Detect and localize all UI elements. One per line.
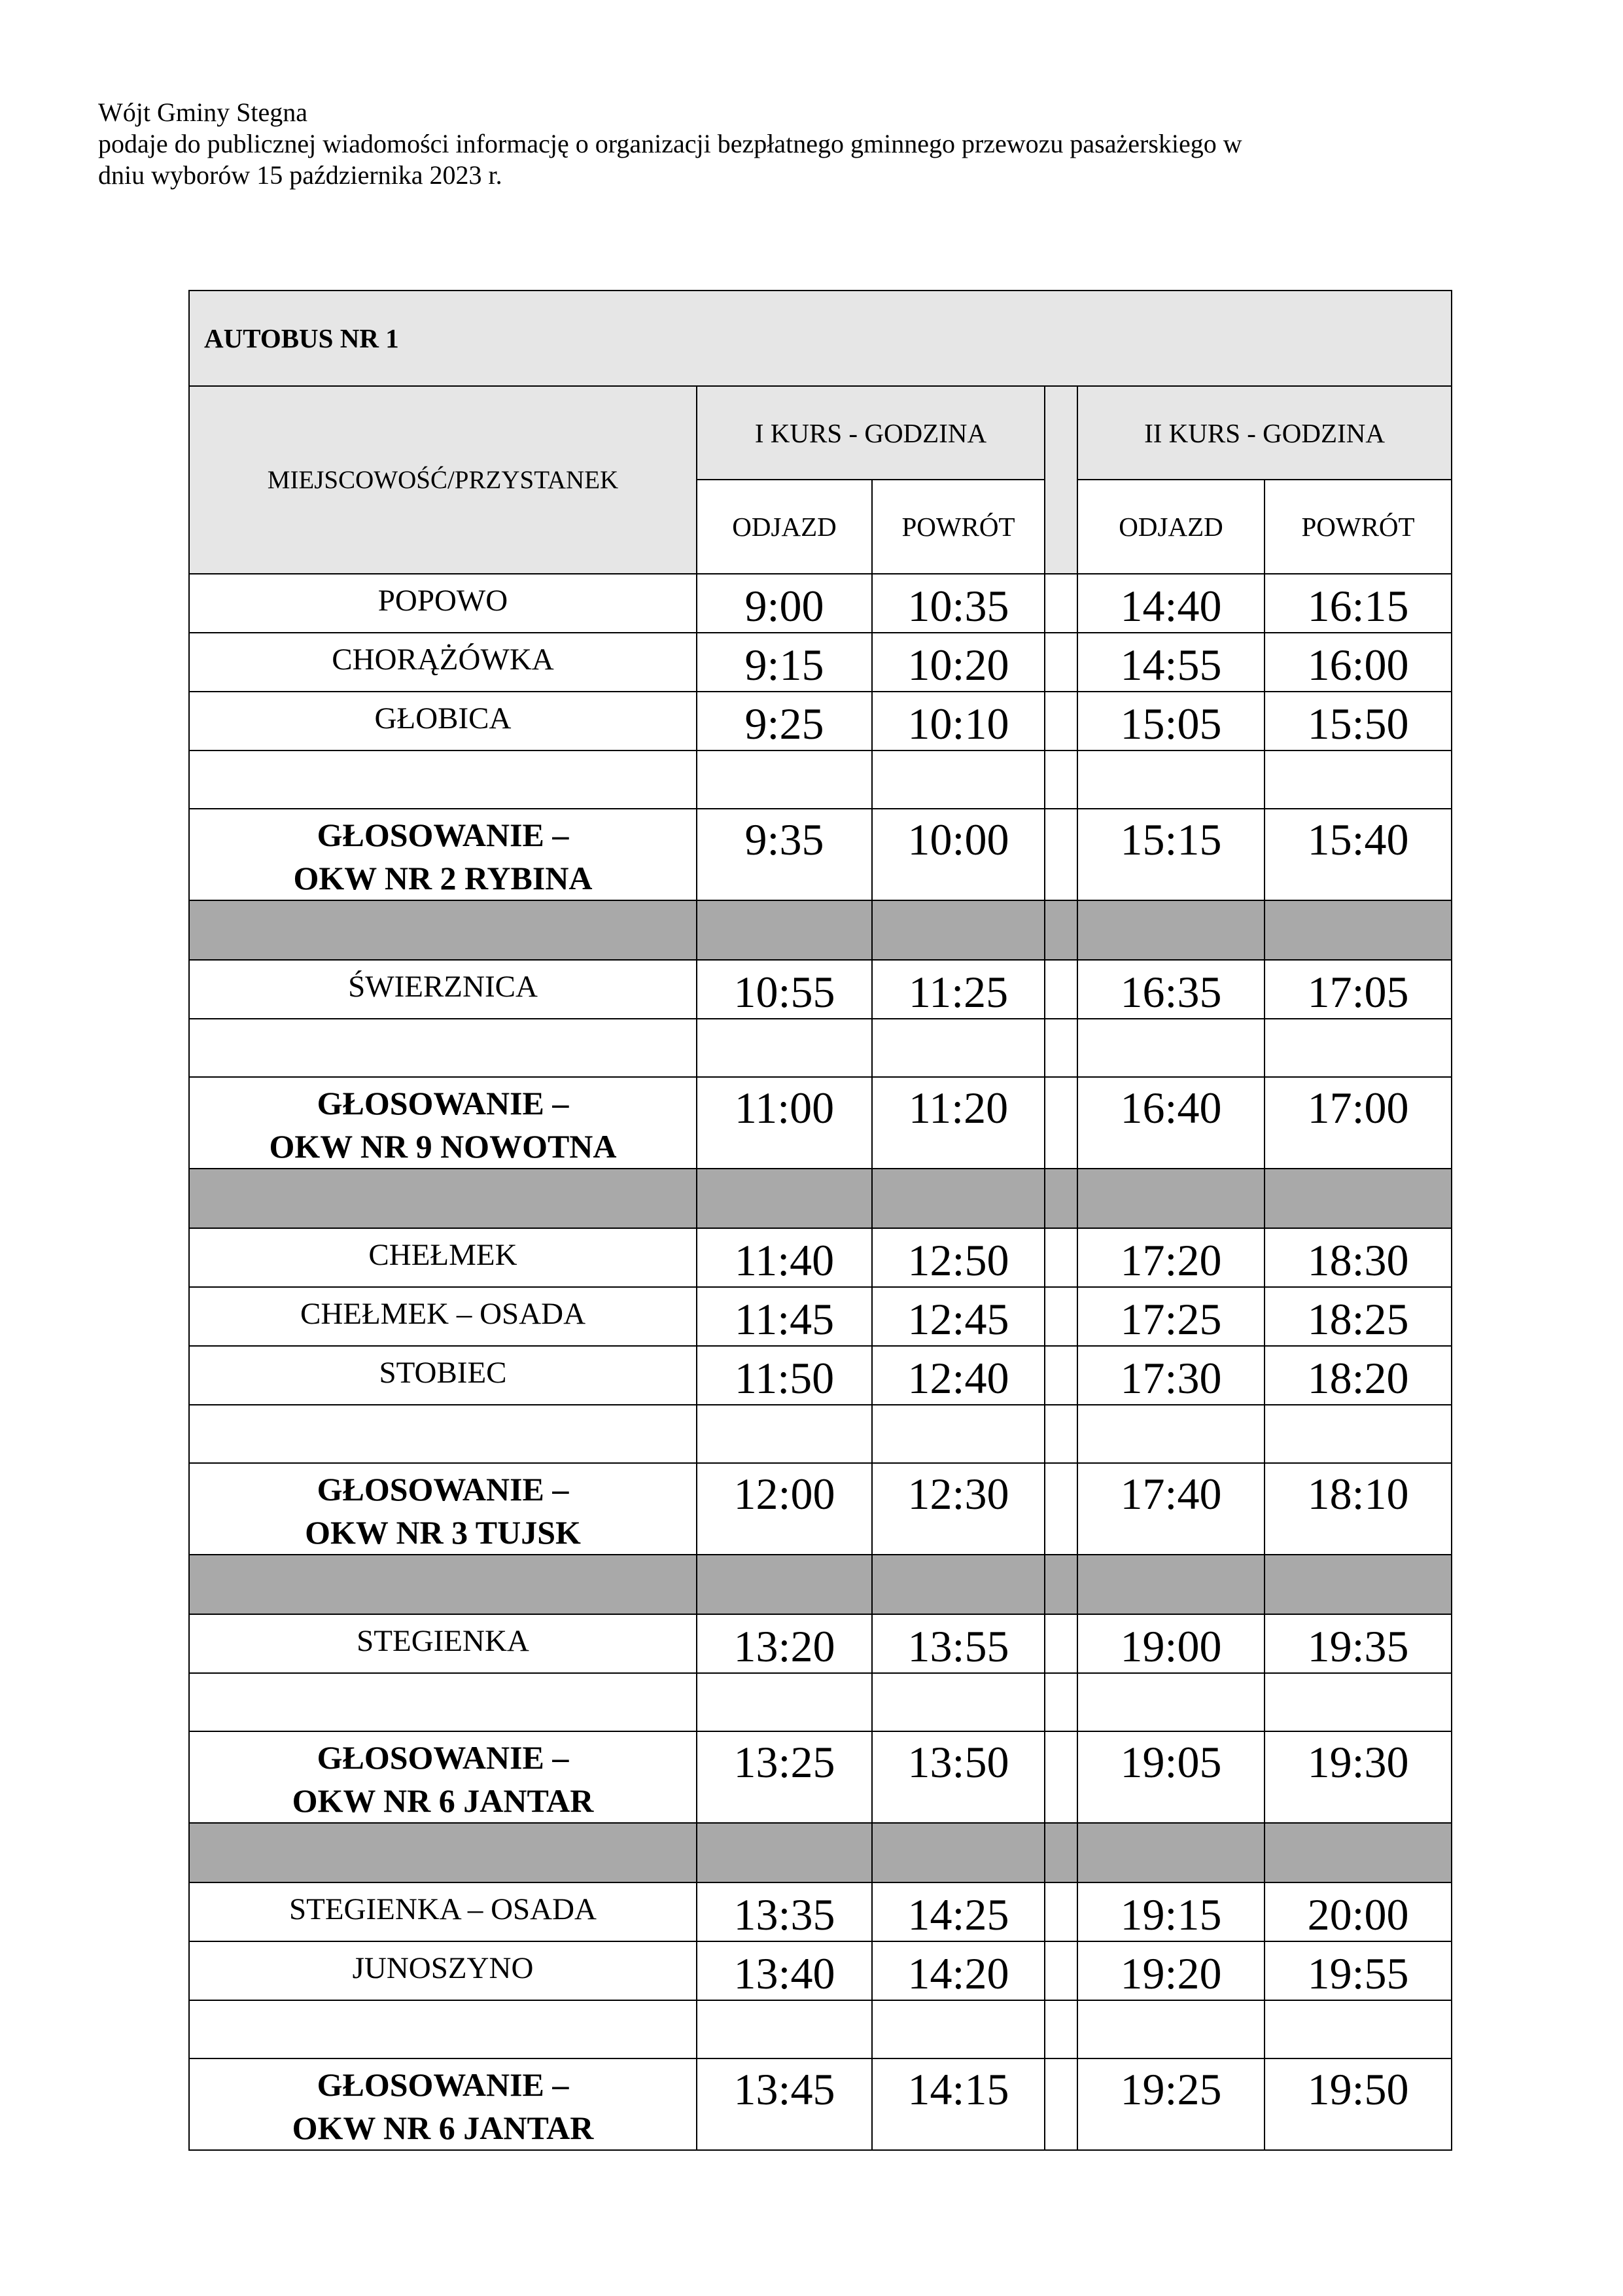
place-header: MIEJSCOWOŚĆ/PRZYSTANEK xyxy=(189,386,697,574)
course-1-header: I KURS - GODZINA xyxy=(697,386,1045,480)
stop-name xyxy=(189,1463,697,1555)
empty-cell xyxy=(189,2000,697,2058)
header-row-courses xyxy=(189,386,1452,480)
table-title-row xyxy=(189,291,1452,386)
empty-cell xyxy=(1045,751,1077,809)
course-2-header: II KURS - GODZINA xyxy=(1077,386,1452,480)
course-2-return-time: 19:55 xyxy=(1265,1941,1452,2000)
empty-cell xyxy=(189,1555,697,1614)
spacer-cell xyxy=(1045,692,1077,751)
stop-name xyxy=(189,1731,697,1823)
stop-name: CHEŁMEK – OSADA xyxy=(189,1287,697,1346)
spacer-cell xyxy=(1045,1463,1077,1555)
empty-cell xyxy=(1265,2000,1452,2058)
course-1-departure-time: 9:00 xyxy=(697,574,872,633)
stop-name xyxy=(189,2058,697,2150)
course-1-departure-time: 9:35 xyxy=(697,809,872,900)
voting-label: GŁOSOWANIE – xyxy=(317,2066,569,2103)
course-2-departure-time: 14:55 xyxy=(1077,633,1265,692)
announcement-line-2: podaje do publicznej wiadomości informację o organizacji bezpłatnego gminnego przewozu pasażerskiego w xyxy=(98,129,1242,158)
polling-station-label: OKW NR 9 NOWOTNA xyxy=(269,1128,617,1165)
bus-schedule-table xyxy=(188,290,1452,2151)
empty-cell xyxy=(1045,1019,1077,1077)
course-1-return-time: 14:25 xyxy=(872,1882,1045,1941)
voting-stop-row xyxy=(189,1463,1452,1555)
course-1-return-time: 14:20 xyxy=(872,1941,1045,2000)
empty-cell xyxy=(697,751,872,809)
separator-row xyxy=(189,900,1452,960)
course-2-return-time: 15:40 xyxy=(1265,809,1452,900)
stop-name: STOBIEC xyxy=(189,1346,697,1405)
empty-cell xyxy=(1077,1555,1265,1614)
header-spacer xyxy=(1045,386,1077,574)
course-1-departure-time: 9:15 xyxy=(697,633,872,692)
spacer-cell xyxy=(1045,809,1077,900)
empty-cell xyxy=(189,900,697,960)
polling-station-label: OKW NR 6 JANTAR xyxy=(292,2110,594,2146)
blank-row xyxy=(189,1673,1452,1731)
empty-cell xyxy=(1265,1555,1452,1614)
spacer-cell xyxy=(1045,574,1077,633)
course-2-return-time: 20:00 xyxy=(1265,1882,1452,1941)
stop-name xyxy=(189,809,697,900)
stop-name: POPOWO xyxy=(189,574,697,633)
course-1-return-time: 10:10 xyxy=(872,692,1045,751)
empty-cell xyxy=(1265,1673,1452,1731)
blank-row xyxy=(189,751,1452,809)
blank-row xyxy=(189,1019,1452,1077)
empty-cell xyxy=(1045,1169,1077,1228)
stop-row xyxy=(189,1614,1452,1673)
course-2-departure-time: 17:30 xyxy=(1077,1346,1265,1405)
course-1-departure-time: 13:20 xyxy=(697,1614,872,1673)
empty-cell xyxy=(1045,1405,1077,1463)
course-2-return-time: 19:35 xyxy=(1265,1614,1452,1673)
course-2-departure-header: ODJAZD xyxy=(1077,480,1265,574)
course-2-return-time: 17:05 xyxy=(1265,960,1452,1019)
course-2-departure-time: 15:15 xyxy=(1077,809,1265,900)
spacer-cell xyxy=(1045,633,1077,692)
voting-label: GŁOSOWANIE – xyxy=(317,1085,569,1122)
course-2-departure-time: 19:25 xyxy=(1077,2058,1265,2150)
empty-cell xyxy=(189,1019,697,1077)
stop-row xyxy=(189,1228,1452,1287)
empty-cell xyxy=(189,751,697,809)
empty-cell xyxy=(1077,1823,1265,1882)
course-1-departure-header: ODJAZD xyxy=(697,480,872,574)
empty-cell xyxy=(1265,1019,1452,1077)
course-1-return-time: 11:20 xyxy=(872,1077,1045,1169)
empty-cell xyxy=(697,1019,872,1077)
course-1-departure-time: 10:55 xyxy=(697,960,872,1019)
empty-cell xyxy=(872,751,1045,809)
voting-label: GŁOSOWANIE – xyxy=(317,1739,569,1776)
course-2-departure-time: 19:05 xyxy=(1077,1731,1265,1823)
separator-row xyxy=(189,1169,1452,1228)
course-1-return-time: 12:30 xyxy=(872,1463,1045,1555)
course-1-return-time: 10:35 xyxy=(872,574,1045,633)
polling-station-label: OKW NR 3 TUJSK xyxy=(305,1514,581,1551)
course-2-departure-time: 19:15 xyxy=(1077,1882,1265,1941)
course-1-return-time: 10:00 xyxy=(872,809,1045,900)
course-1-departure-time: 13:25 xyxy=(697,1731,872,1823)
empty-cell xyxy=(1077,2000,1265,2058)
spacer-cell xyxy=(1045,1941,1077,2000)
empty-cell xyxy=(189,1169,697,1228)
separator-row xyxy=(189,1823,1452,1882)
spacer-cell xyxy=(1045,1228,1077,1287)
empty-cell xyxy=(872,1169,1045,1228)
course-1-return-time: 10:20 xyxy=(872,633,1045,692)
course-2-return-time: 16:00 xyxy=(1265,633,1452,692)
course-2-return-time: 19:50 xyxy=(1265,2058,1452,2150)
spacer-cell xyxy=(1045,1287,1077,1346)
course-2-departure-time: 14:40 xyxy=(1077,574,1265,633)
empty-cell xyxy=(1265,1823,1452,1882)
empty-cell xyxy=(872,1823,1045,1882)
empty-cell xyxy=(697,900,872,960)
course-2-departure-time: 19:00 xyxy=(1077,1614,1265,1673)
empty-cell xyxy=(697,2000,872,2058)
empty-cell xyxy=(1045,1555,1077,1614)
empty-cell xyxy=(872,1019,1045,1077)
empty-cell xyxy=(872,1405,1045,1463)
course-2-return-time: 18:10 xyxy=(1265,1463,1452,1555)
course-1-departure-time: 13:40 xyxy=(697,1941,872,2000)
spacer-cell xyxy=(1045,1882,1077,1941)
blank-row xyxy=(189,2000,1452,2058)
empty-cell xyxy=(1265,1169,1452,1228)
spacer-cell xyxy=(1045,960,1077,1019)
course-1-departure-time: 13:35 xyxy=(697,1882,872,1941)
empty-cell xyxy=(1077,1673,1265,1731)
stop-name: STEGIENKA xyxy=(189,1614,697,1673)
announcement-text xyxy=(98,97,1537,191)
course-2-return-time: 16:15 xyxy=(1265,574,1452,633)
empty-cell xyxy=(189,1823,697,1882)
course-2-return-time: 19:30 xyxy=(1265,1731,1452,1823)
bus-title: AUTOBUS NR 1 xyxy=(189,291,1452,386)
course-1-return-time: 14:15 xyxy=(872,2058,1045,2150)
empty-cell xyxy=(872,900,1045,960)
stop-name xyxy=(189,1077,697,1169)
polling-station-label: OKW NR 6 JANTAR xyxy=(292,1782,594,1819)
blank-row xyxy=(189,1405,1452,1463)
spacer-cell xyxy=(1045,1614,1077,1673)
course-1-return-time: 13:50 xyxy=(872,1731,1045,1823)
course-1-return-header: POWRÓT xyxy=(872,480,1045,574)
stop-name: STEGIENKA – OSADA xyxy=(189,1882,697,1941)
spacer-cell xyxy=(1045,1731,1077,1823)
empty-cell xyxy=(1077,900,1265,960)
empty-cell xyxy=(1045,900,1077,960)
empty-cell xyxy=(1077,751,1265,809)
course-2-return-time: 18:20 xyxy=(1265,1346,1452,1405)
stop-row xyxy=(189,1346,1452,1405)
course-1-departure-time: 11:40 xyxy=(697,1228,872,1287)
course-2-return-header: POWRÓT xyxy=(1265,480,1452,574)
course-1-return-time: 12:40 xyxy=(872,1346,1045,1405)
spacer-cell xyxy=(1045,1346,1077,1405)
empty-cell xyxy=(1077,1405,1265,1463)
empty-cell xyxy=(1265,1405,1452,1463)
empty-cell xyxy=(189,1673,697,1731)
empty-cell xyxy=(697,1555,872,1614)
empty-cell xyxy=(872,1673,1045,1731)
course-1-departure-time: 12:00 xyxy=(697,1463,872,1555)
empty-cell xyxy=(872,1555,1045,1614)
spacer-cell xyxy=(1045,2058,1077,2150)
announcement-line-1: Wójt Gminy Stegna xyxy=(98,97,307,127)
course-2-departure-time: 17:25 xyxy=(1077,1287,1265,1346)
empty-cell xyxy=(697,1823,872,1882)
polling-station-label: OKW NR 2 RYBINA xyxy=(293,860,593,896)
empty-cell xyxy=(189,1405,697,1463)
course-1-departure-time: 11:50 xyxy=(697,1346,872,1405)
stop-row xyxy=(189,574,1452,633)
voting-stop-row xyxy=(189,1077,1452,1169)
course-1-departure-time: 11:45 xyxy=(697,1287,872,1346)
announcement-line-3: dniu wyborów 15 października 2023 r. xyxy=(98,160,502,190)
stop-name: GŁOBICA xyxy=(189,692,697,751)
voting-label: GŁOSOWANIE – xyxy=(317,1471,569,1508)
course-2-return-time: 18:30 xyxy=(1265,1228,1452,1287)
course-2-departure-time: 17:20 xyxy=(1077,1228,1265,1287)
course-2-return-time: 18:25 xyxy=(1265,1287,1452,1346)
course-2-departure-time: 16:40 xyxy=(1077,1077,1265,1169)
course-1-departure-time: 9:25 xyxy=(697,692,872,751)
stop-name: ŚWIERZNICA xyxy=(189,960,697,1019)
empty-cell xyxy=(1265,751,1452,809)
stop-name: CHORĄŻÓWKA xyxy=(189,633,697,692)
course-1-return-time: 13:55 xyxy=(872,1614,1045,1673)
course-1-return-time: 12:45 xyxy=(872,1287,1045,1346)
stop-row xyxy=(189,1941,1452,2000)
empty-cell xyxy=(1045,1823,1077,1882)
stop-name: CHEŁMEK xyxy=(189,1228,697,1287)
course-2-return-time: 17:00 xyxy=(1265,1077,1452,1169)
course-2-departure-time: 15:05 xyxy=(1077,692,1265,751)
stop-row xyxy=(189,692,1452,751)
empty-cell xyxy=(1045,1673,1077,1731)
voting-label: GŁOSOWANIE – xyxy=(317,817,569,853)
course-1-departure-time: 11:00 xyxy=(697,1077,872,1169)
course-2-departure-time: 17:40 xyxy=(1077,1463,1265,1555)
stop-row xyxy=(189,633,1452,692)
empty-cell xyxy=(697,1405,872,1463)
stop-name: JUNOSZYNO xyxy=(189,1941,697,2000)
stop-row xyxy=(189,960,1452,1019)
course-1-return-time: 11:25 xyxy=(872,960,1045,1019)
course-2-departure-time: 19:20 xyxy=(1077,1941,1265,2000)
stop-row xyxy=(189,1287,1452,1346)
course-2-return-time: 15:50 xyxy=(1265,692,1452,751)
spacer-cell xyxy=(1045,1077,1077,1169)
course-1-return-time: 12:50 xyxy=(872,1228,1045,1287)
empty-cell xyxy=(697,1169,872,1228)
empty-cell xyxy=(1265,900,1452,960)
course-1-departure-time: 13:45 xyxy=(697,2058,872,2150)
empty-cell xyxy=(1045,2000,1077,2058)
stop-row xyxy=(189,1882,1452,1941)
empty-cell xyxy=(1077,1169,1265,1228)
empty-cell xyxy=(1077,1019,1265,1077)
empty-cell xyxy=(872,2000,1045,2058)
voting-stop-row xyxy=(189,809,1452,900)
voting-stop-row xyxy=(189,1731,1452,1823)
course-2-departure-time: 16:35 xyxy=(1077,960,1265,1019)
separator-row xyxy=(189,1555,1452,1614)
voting-stop-row xyxy=(189,2058,1452,2150)
empty-cell xyxy=(697,1673,872,1731)
